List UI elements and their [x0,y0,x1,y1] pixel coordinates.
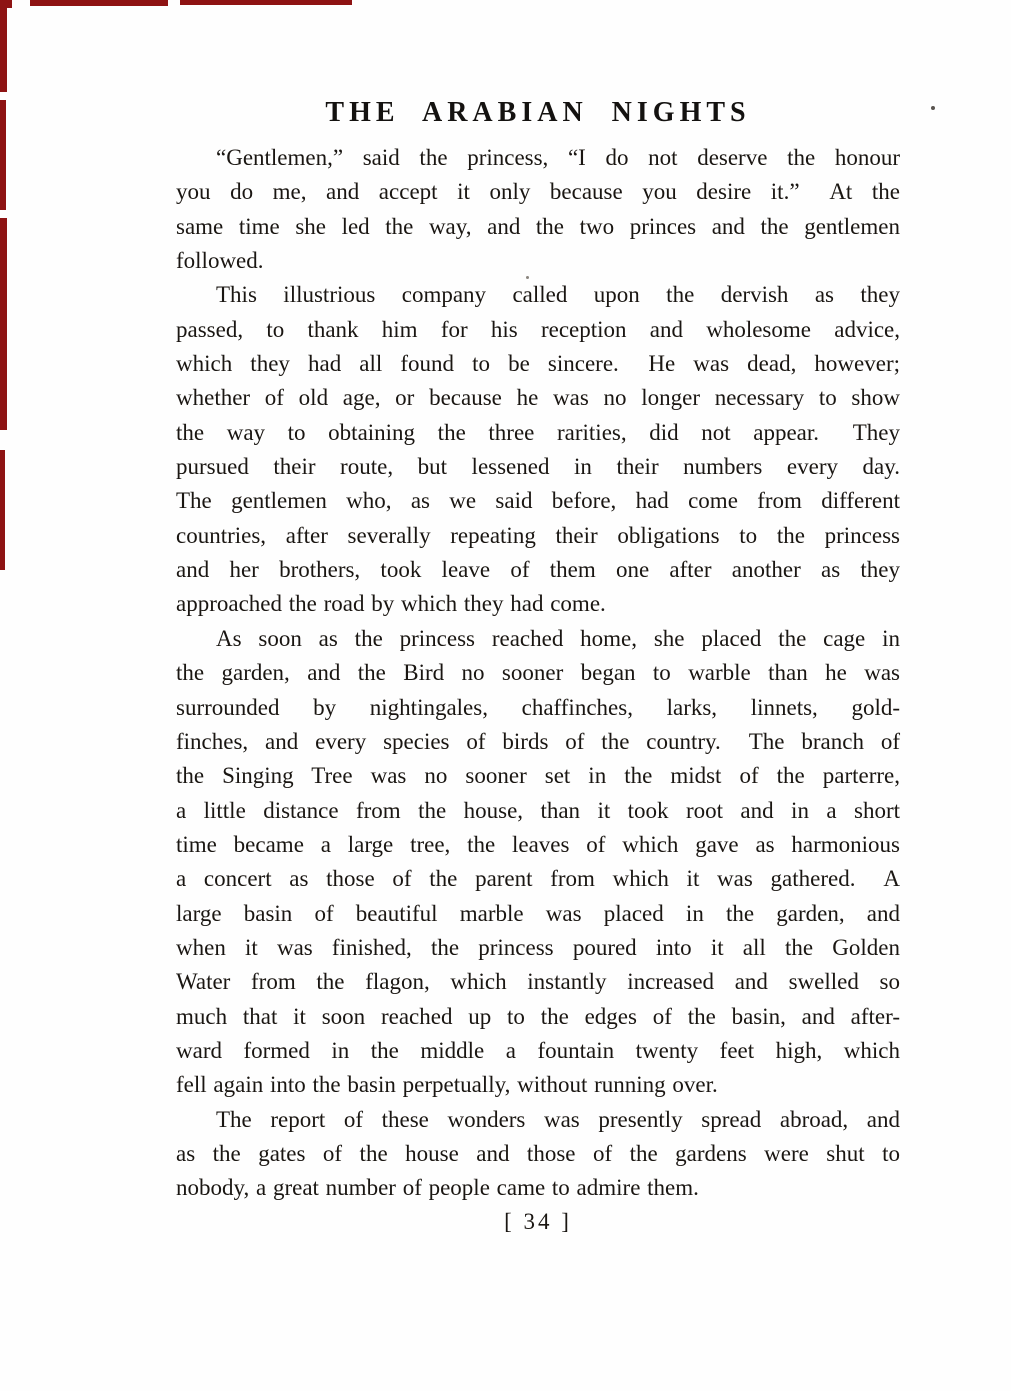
body-line: which they had all found to be sincere. He was dead, however; [176,351,900,377]
page-title: THE ARABIAN NIGHTS [325,97,751,128]
body-line: As soon as the princess reached home, she placed the cage in [216,625,900,651]
body-line: finches, and every species of birds of the country. The branch of [176,728,900,754]
body-line: approached the road by which they had come. [176,591,606,617]
scan-artifact-dash [0,8,7,92]
body-line: the Singing Tree was no sooner set in the midst of the parterre, [176,763,900,789]
body-line: passed, to thank him for his reception and wholesome advice, [176,316,900,342]
scan-artifact-dash [180,0,352,5]
body-line: followed. [176,248,264,274]
scan-artifact-dash [0,0,12,8]
body-line: as the gates of the house and those of the gardens were shut to [176,1140,900,1166]
paragraph [176,1103,900,1206]
text-column [176,96,900,1206]
scan-artifact-dash [0,218,7,430]
body-line: a concert as those of the parent from which it was gathered. A [176,866,900,892]
body-line: “Gentlemen,” said the princess, “I do not deserve the honour [216,145,900,170]
body-line: large basin of beautiful marble was placed in the garden, and [176,900,900,926]
scan-artifact-dash [30,0,168,6]
body-line: countries, after severally repeating their obligations to the princess [176,522,900,548]
body-line: much that it soon reached up to the edges of the basin, and after- [176,1003,900,1029]
body-line: a little distance from the house, than it took root and in a short [176,797,900,823]
paragraph [176,141,900,278]
body-line: fell again into the basin perpetually, without running over. [176,1072,718,1098]
body-line: pursued their route, but lessened in their numbers every day. [176,454,900,480]
page-number: [ 34 ] [504,1209,572,1234]
ink-speck [931,106,935,110]
body-line: the way to obtaining the three rarities, did not appear. They [176,419,900,445]
body-line: This illustrious company called upon the dervish as they [216,282,900,308]
body-line: nobody, a great number of people came to admire them. [176,1175,699,1201]
body-line: whether of old age, or because he was no longer necessary to show [176,385,900,411]
body-line: you do me, and accept it only because you desire it.” At the [176,179,900,205]
paragraph [176,278,900,621]
body-line: time became a large tree, the leaves of which gave as harmonious [176,831,900,857]
body-line: ward formed in the middle a fountain twenty feet high, which [176,1037,900,1063]
body-line: The report of these wonders was presently spread abroad, and [216,1106,900,1132]
scan-artifact-dash [0,450,5,570]
body-line: and her brothers, took leave of them one after another as they [176,557,900,583]
paragraph [176,622,900,1103]
body-line: the garden, and the Bird no sooner began to warble than he was [176,660,900,686]
body-line: when it was finished, the princess poured into it all the Golden [176,934,900,960]
scan-artifact-dash [0,100,6,210]
body-line: same time she led the way, and the two princes and the gentlemen [176,213,900,239]
body-line: surrounded by nightingales, chaffinches, larks, linnets, gold- [176,694,900,720]
body-line: The gentlemen who, as we said before, had come from different [176,488,900,514]
body-line: Water from the flagon, which instantly increased and swelled so [176,969,900,995]
